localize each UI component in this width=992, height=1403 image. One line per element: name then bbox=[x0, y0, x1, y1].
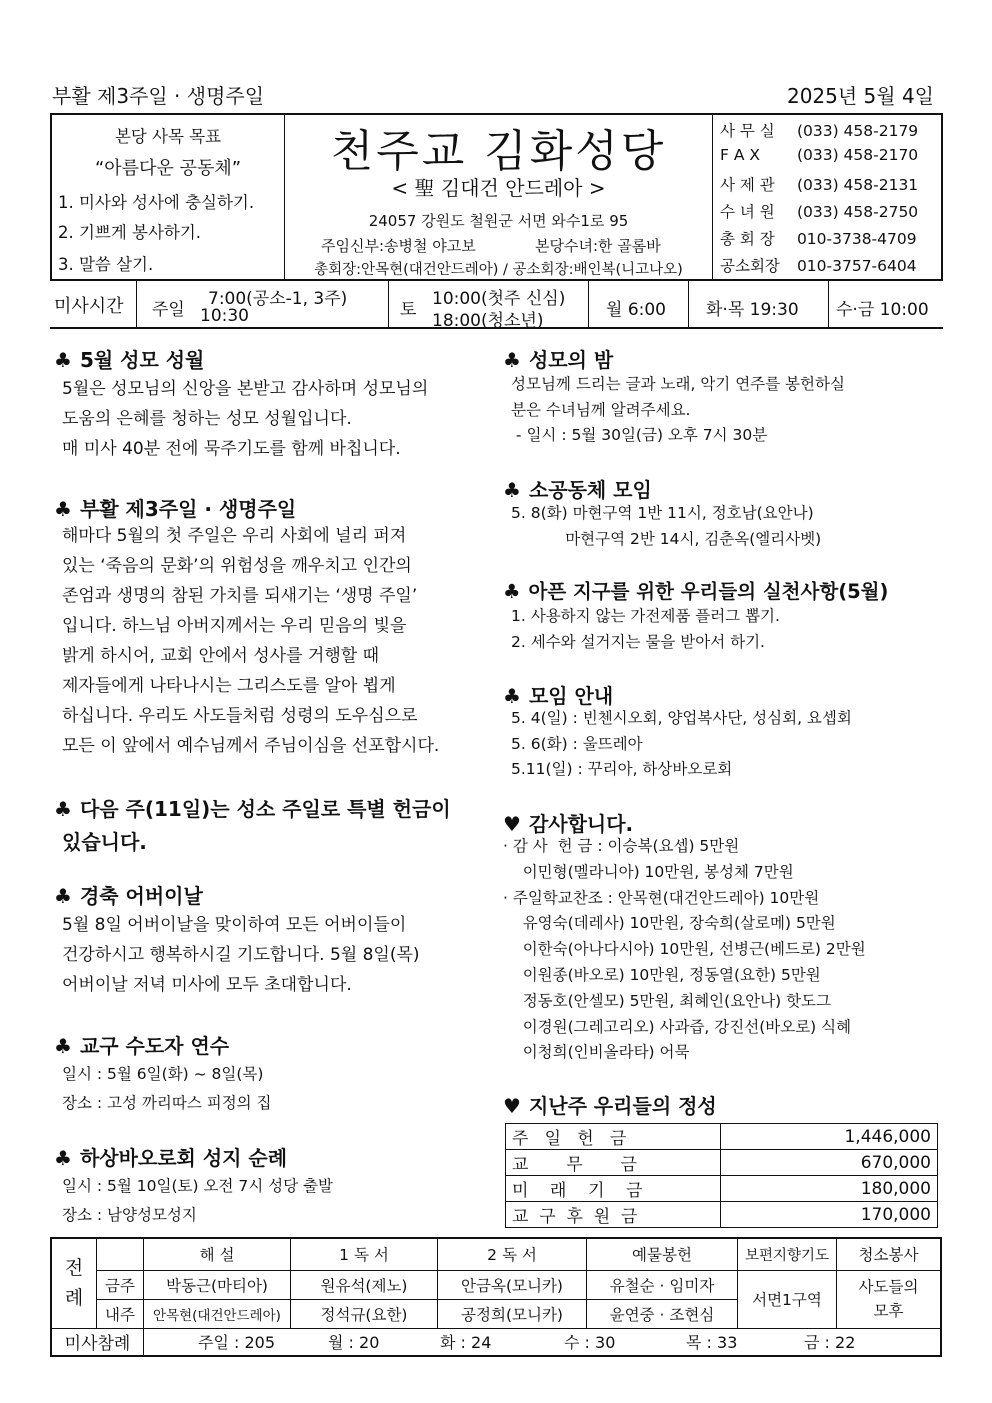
attendance-value: 월 : 20 bbox=[328, 1333, 380, 1353]
goal-item: 1. 미사와 성사에 충실하기. bbox=[58, 193, 255, 212]
section-body: 성모님께 드리는 글과 노래, 악기 연주를 봉헌하실 분은 수녀님께 알려주세요. - 일시 : 5월 30일(금) 오후 7시 30분 bbox=[511, 375, 845, 444]
duty-cell: 유철순 · 임미자 bbox=[587, 1270, 738, 1299]
club-icon: ♣ bbox=[503, 348, 521, 372]
section-body: 일시 : 5월 10일(토) 오전 7시 성당 출발 장소 : 남양성모성지 bbox=[62, 1177, 333, 1224]
contact-value: (033) 458-2179 bbox=[796, 122, 919, 140]
section-title: ♣ 5월 성모 성월 bbox=[54, 348, 205, 372]
section-body: 1. 사용하지 않는 가전제품 플러그 뽑기. 2. 세수와 설거지는 물을 받아서 하기. bbox=[511, 607, 780, 651]
section-title: ♣ 다음 주(11일)는 성소 주일로 특별 헌금이 bbox=[54, 797, 451, 821]
club-icon: ♣ bbox=[54, 1146, 72, 1170]
goals-title: 본당 사목 목표 bbox=[114, 127, 222, 146]
section-title: ♣ 모임 안내 bbox=[503, 684, 614, 708]
duty-cell: 원유석(제노) bbox=[291, 1270, 438, 1299]
header-cell: 예물봉헌 bbox=[587, 1238, 738, 1270]
church-pastor: 주임신부:송병철 야고보 bbox=[321, 237, 476, 255]
duty-cell: 정석규(요한) bbox=[291, 1299, 438, 1328]
attendance-value: 주일 : 205 bbox=[198, 1333, 276, 1353]
attendance-row bbox=[51, 1328, 941, 1356]
sunday-mass-1: 7:00(공소-1, 3주) bbox=[208, 289, 348, 309]
goal-item: 3. 말씀 살기. bbox=[58, 255, 154, 274]
mass-times-row bbox=[50, 281, 943, 329]
header-cell: 1 독 서 bbox=[291, 1238, 438, 1270]
club-icon: ♣ bbox=[54, 884, 72, 908]
duty-cell: 안금옥(모니카) bbox=[438, 1270, 587, 1299]
row-label: 내주 bbox=[97, 1299, 144, 1328]
liturgy-duty-table bbox=[50, 1237, 942, 1357]
duty-cell: 공정희(모니카) bbox=[438, 1299, 587, 1328]
section-body: 5월은 성모님의 신앙을 본받고 감사하며 성모님의 도움의 은혜를 청하는 성모 성월입니다. 매 미사 40분 전에 묵주기도를 함께 바칩니다. bbox=[62, 379, 429, 459]
table-row bbox=[506, 1150, 938, 1176]
monday-mass: 월 6:00 bbox=[606, 300, 667, 320]
header-box bbox=[50, 113, 943, 281]
offering-amount: 670,000 bbox=[721, 1150, 938, 1176]
section-body: 해마다 5월의 첫 주일은 우리 사회에 널리 퍼져 있는 ‘죽음의 문화’의 위험성을 깨우치고 인간의 존엄과 생명의 참된 가치를 되새기는 ‘생명 주일’ 입니다. 하느님 아버지께서는 우리 믿음의 빛을 밝게 하시어, 교회 안에서 성사를 거행할 때 제자들에게 나타나시는 그리스도를 알아 뵙게 하십니다. 우리도 사도들처럼 성령의 도우심으로 모든 이 앞에서 예수님께서 주님이심을 선포합시다. bbox=[62, 526, 440, 756]
contact-value: 010-3757-6404 bbox=[796, 257, 917, 275]
church-council: 총회장:안목현(대건안드레아) / 공소회장:배인복(니고나오) bbox=[314, 262, 683, 278]
church-address: 24057 강원도 철원군 서면 와수1로 95 bbox=[368, 212, 629, 230]
offering-amount: 180,000 bbox=[721, 1176, 938, 1202]
church-name: 천주교 김화성당 bbox=[330, 126, 667, 177]
sunday-mass-2: 10:30 bbox=[200, 306, 249, 326]
contact-value: (033) 458-2131 bbox=[796, 176, 919, 194]
contact-value: 010-3738-4709 bbox=[796, 230, 917, 248]
club-icon: ♣ bbox=[54, 348, 72, 372]
saturday-mass-1: 10:00(첫주 신심) bbox=[432, 289, 566, 309]
section-title: ♥ 감사합니다. bbox=[503, 812, 634, 836]
contact-label: F A X bbox=[720, 146, 760, 164]
saturday-mass-2: 18:00(청소년) bbox=[432, 311, 544, 331]
contact-label: 사 제 관 bbox=[720, 176, 775, 194]
contact-value: (033) 458-2170 bbox=[796, 146, 919, 164]
club-icon: ♣ bbox=[54, 797, 72, 821]
header-cell: 2 독 서 bbox=[438, 1238, 587, 1270]
club-icon: ♣ bbox=[503, 580, 521, 603]
contact-label: 총 회 장 bbox=[720, 230, 775, 248]
duty-cell: 안목현(대건안드레아) bbox=[144, 1299, 291, 1328]
section-title: ♣ 성모의 밤 bbox=[503, 348, 614, 372]
heart-icon: ♥ bbox=[503, 1094, 521, 1118]
offering-label: 교 구 후 원 금 bbox=[506, 1202, 721, 1228]
table-row bbox=[51, 1238, 941, 1270]
header-cell: 해 설 bbox=[144, 1238, 291, 1270]
section-title: ♣ 소공동체 모임 bbox=[503, 478, 652, 502]
section-body: · 감 사 헌 금 : 이승복(요셉) 5만원 이민형(멜라니아) 10만원, 봉성체 7만원 · 주일학교찬조 : 안목현(대건안드레아) 10만원 유영숙(데레사) 10만원, 장숙희(살로메) 5만원 이한숙(아나다시아) 10만원, 선병근(베드로) 2만원 이원종(바오로) 10만원, 정동열(요한) 5만원 정동호(안셀모) 5만원, 최혜인(요안나) 핫도그 이경원(그레고리오) 사과즙, 강진선(바오로) 식혜 이청희(인비올라타) 어묵 bbox=[503, 837, 866, 1062]
duty-cell: 박동근(마티아) bbox=[144, 1270, 291, 1299]
section-title-continued: 있습니다. bbox=[62, 830, 147, 854]
offering-amount: 170,000 bbox=[721, 1202, 938, 1228]
wed-fri-mass: 수·금 10:00 bbox=[836, 300, 929, 320]
club-icon: ♣ bbox=[503, 478, 521, 502]
duty-cell: 윤연중 · 조현심 bbox=[587, 1299, 738, 1328]
heart-icon: ♥ bbox=[503, 812, 521, 836]
header-cell: 청소봉사 bbox=[837, 1238, 942, 1270]
section-title: ♥ 지난주 우리들의 정성 bbox=[503, 1094, 717, 1118]
table-row bbox=[506, 1176, 938, 1202]
contact-label: 수 녀 원 bbox=[720, 203, 775, 221]
attendance-value: 화 : 24 bbox=[440, 1333, 492, 1353]
attendance-value: 수 : 30 bbox=[564, 1333, 616, 1353]
section-body: 5. 4(일) : 빈첸시오회, 양업복사단, 성심회, 요셉회 5. 6(화) : 울뜨레아 5.11(일) : 꾸리아, 하상바오로회 bbox=[511, 709, 852, 778]
goal-item: 2. 기쁘게 봉사하기. bbox=[58, 223, 202, 242]
attendance-value: 금 : 22 bbox=[804, 1333, 856, 1353]
offering-label: 미 래 기 금 bbox=[506, 1176, 721, 1202]
sunday-label: 주일 bbox=[152, 300, 185, 320]
contact-value: (033) 458-2750 bbox=[796, 203, 919, 221]
offerings-table bbox=[505, 1123, 938, 1228]
offering-label: 교 무 금 bbox=[506, 1150, 721, 1176]
section-title: ♣ 경축 어버이날 bbox=[54, 884, 203, 908]
contact-label: 사 무 실 bbox=[720, 122, 775, 140]
section-title: ♣ 부활 제3주일 · 생명주일 bbox=[54, 497, 297, 521]
offering-amount: 1,446,000 bbox=[721, 1124, 938, 1150]
prayer-cell: 서면1구역 bbox=[738, 1270, 837, 1328]
club-icon: ♣ bbox=[54, 497, 72, 521]
table-row bbox=[506, 1202, 938, 1228]
liturgical-title: 부활 제3주일 · 생명주일 bbox=[52, 84, 265, 108]
contact-row bbox=[720, 200, 918, 222]
side-label: 전례 bbox=[51, 1238, 97, 1328]
club-icon: ♣ bbox=[503, 684, 521, 708]
mass-times-label: 미사시간 bbox=[54, 296, 124, 317]
section-title: ♣ 아픈 지구를 위한 우리들의 실천사항(5월) bbox=[503, 580, 889, 603]
section-body: 일시 : 5월 6일(화) ~ 8일(목) 장소 : 고성 까리따스 피정의 집 bbox=[62, 1065, 272, 1112]
section-body: 5월 8일 어버이날을 맞이하여 모든 어버이들이 건강하시고 행복하시길 기도합니다. 5월 8일(목) 어버이날 저녁 미사에 모두 초대합니다. bbox=[62, 915, 420, 995]
attendance-label: 미사참례 bbox=[51, 1328, 144, 1356]
section-title: ♣ 하상바오로회 성지 순례 bbox=[54, 1146, 288, 1170]
contact-row bbox=[720, 227, 917, 249]
saturday-label: 토 bbox=[400, 300, 417, 320]
attendance-value: 목 : 33 bbox=[686, 1333, 738, 1353]
church-patron: < 聖 김대건 안드레아 > bbox=[391, 176, 606, 200]
contact-row bbox=[720, 119, 918, 141]
goals-motto: “아름다운 공동체” bbox=[94, 158, 242, 179]
section-body: 5. 8(화) 마현구역 1반 11시, 정호남(요안나) 마현구역 2반 14시, 김춘옥(엘리사벳) bbox=[511, 504, 822, 548]
table-row bbox=[51, 1270, 941, 1299]
contact-label: 공소회장 bbox=[720, 257, 780, 275]
offering-label: 주 일 헌 금 bbox=[506, 1124, 721, 1150]
contact-row bbox=[720, 254, 917, 276]
club-icon: ♣ bbox=[54, 1034, 72, 1058]
church-info bbox=[285, 115, 712, 279]
header-cell: 보편지향기도 bbox=[738, 1238, 837, 1270]
contact-row bbox=[720, 173, 918, 195]
bulletin-date: 2025년 5월 4일 bbox=[786, 84, 934, 108]
table-row bbox=[506, 1124, 938, 1150]
cleaning-cell: 사도들의 모후 bbox=[837, 1270, 942, 1328]
row-label: 금주 bbox=[97, 1270, 144, 1299]
church-sister: 본당수녀:한 골롬바 bbox=[535, 237, 661, 255]
tue-thu-mass: 화·목 19:30 bbox=[706, 300, 799, 320]
section-title: ♣ 교구 수도자 연수 bbox=[54, 1034, 230, 1058]
contact-row bbox=[720, 146, 918, 164]
